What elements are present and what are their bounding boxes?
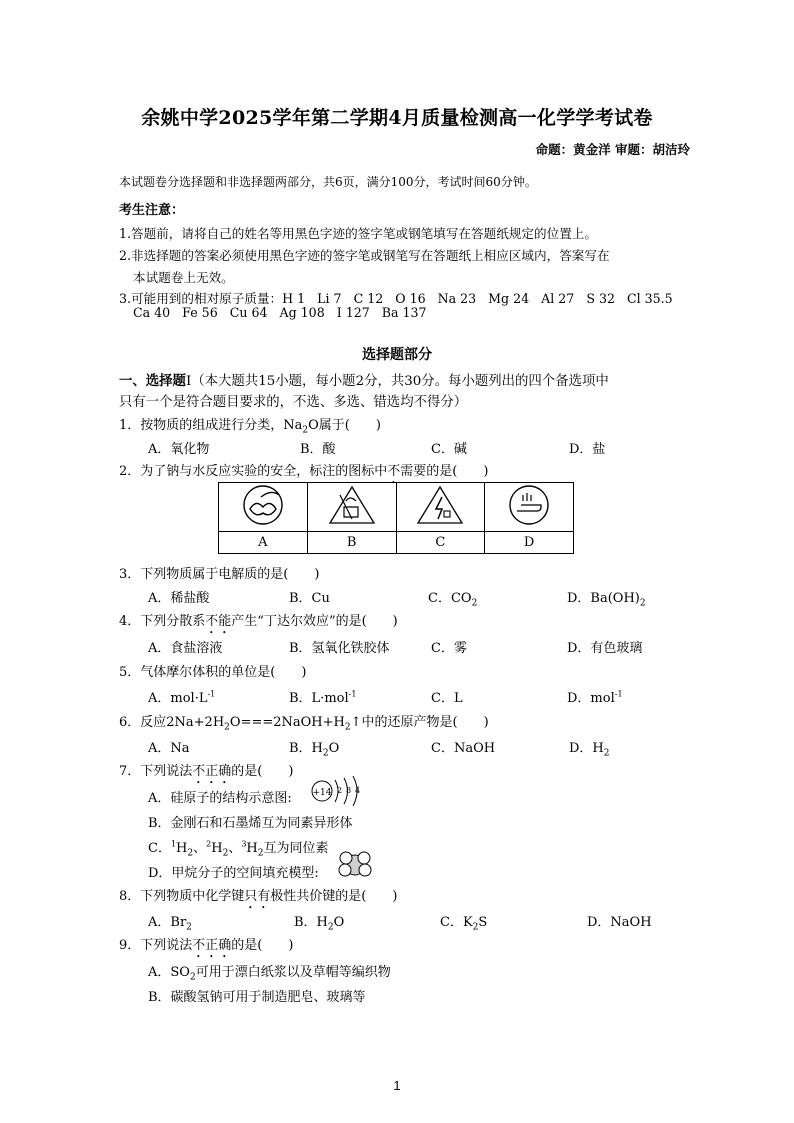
electric-hazard-icon: [410, 483, 470, 527]
q8-option-b[interactable]: B．$H_2O$: [294, 915, 345, 933]
intro-text: 本试题卷分选择题和非选择题两部分，共6页，满分100分，考试时间60分钟。: [119, 175, 537, 189]
question-5-stem: 5．气体摩尔体积的单位是( ): [119, 665, 307, 680]
icon-label-d: D: [485, 532, 574, 554]
notice-heading: 考生注意：: [119, 203, 185, 218]
wash-hands-icon: [499, 483, 559, 527]
shell-1-count: 2: [337, 786, 343, 795]
q4-option-d[interactable]: D．有色玻璃: [567, 641, 643, 656]
section-title: 选择题部分: [362, 347, 432, 363]
question-6-stem: 6．反应$2Na+2H_2O===2NaOH+H_2↑$中的还原产物是( ): [119, 715, 489, 733]
q5-option-b[interactable]: B．L·mol$^{-1}$: [289, 689, 357, 706]
q3-option-a[interactable]: A．稀盐酸: [148, 591, 210, 606]
q8-option-c[interactable]: C．$K_2S$: [440, 915, 488, 933]
q3-option-d[interactable]: D．$Ba(OH)_2$: [567, 591, 646, 609]
notice-item-1: 1.答题前，请将自己的姓名等用黑色字迹的签字笔或钢笔填写在答题纸规定的位置上。: [119, 226, 597, 241]
q6-option-a[interactable]: A．Na: [148, 741, 190, 756]
q1-option-a[interactable]: A．氧化物: [148, 442, 210, 457]
page-title: 余姚中学2025学年第二学期4月质量检测高一化学学考试卷: [141, 107, 653, 129]
hot-surface-icon: [233, 483, 293, 527]
q7-option-b[interactable]: B．金刚石和石墨烯互为同素异形体: [148, 816, 353, 831]
question-1-stem: 1．按物质的组成进行分类，$Na_2O$属于( ): [119, 418, 381, 436]
q9-option-a[interactable]: A．$SO_2$可用于漂白纸浆以及草帽等编织物: [148, 965, 391, 983]
question-7-stem: 7．下列说法不正确的是( ): [119, 764, 294, 779]
q5-option-d[interactable]: D．mol$^{-1}$: [567, 689, 623, 706]
notice-item-2-cont: 本试题卷上无效。: [133, 270, 234, 285]
page-number: 1: [393, 1078, 401, 1093]
question-3-stem: 3．下列物质属于电解质的是( ): [119, 567, 320, 582]
q7-option-a[interactable]: A．硅原子的结构示意图:: [148, 791, 292, 806]
q9-option-b[interactable]: B．碳酸氢钠可用于制造肥皂、玻璃等: [148, 990, 366, 1005]
q4-option-a[interactable]: A．食盐溶液: [148, 641, 223, 656]
safety-icons-table: [218, 482, 574, 554]
flammable-hand-icon: [322, 483, 382, 527]
q1-option-c[interactable]: C．碱: [431, 442, 467, 457]
icon-cell-c[interactable]: [396, 483, 485, 532]
q7-option-d[interactable]: D．甲烷分子的空间填充模型:: [148, 866, 319, 881]
q4-option-b[interactable]: B．氢氧化铁胶体: [289, 641, 390, 656]
q6-option-d[interactable]: D．$H_2$: [569, 741, 610, 759]
q3-option-c[interactable]: C．$CO_2$: [428, 591, 478, 609]
silicon-atom-diagram: [310, 776, 366, 806]
nucleus-label: +14: [312, 788, 332, 798]
icon-cell-d[interactable]: [485, 483, 574, 532]
icon-label-a: A: [219, 532, 308, 554]
methane-model-icon: [337, 848, 373, 878]
shell-3-count: 4: [355, 786, 361, 795]
q7-option-c[interactable]: C．$^1H_2$、$^2H_2$、$^3H_2$互为同位素: [148, 839, 329, 859]
question-8-stem: 8．下列物质中化学键只有极性共价键的是( ): [119, 889, 398, 904]
notice-item-3: 3.可能用到的相对原子质量：H 1 Li 7 C 12 O 16 Na 23 Mg 24 Al 27 S 32 Cl 35.5: [119, 291, 673, 306]
authors-line: 命题：黄金洋 审题：胡洁玲: [535, 142, 690, 157]
icon-cell-a[interactable]: [219, 483, 308, 532]
part-heading: [119, 370, 609, 389]
q8-option-d[interactable]: D．NaOH: [587, 915, 652, 930]
q5-option-a[interactable]: A．$mol\cdot L^{-1}$: [148, 689, 216, 706]
icon-cell-b[interactable]: [307, 483, 396, 532]
question-2-stem: 2．为了钠与水反应实验的安全，标注的图标中不需要的是( ): [119, 464, 489, 479]
question-4-stem: 4．下列分散系不能产生“丁达尔效应”的是( ): [119, 614, 398, 629]
notice-item-3-cont: Ca 40 Fe 56 Cu 64 Ag 108 I 127 Ba 137: [133, 305, 427, 320]
q5-option-c[interactable]: C．L: [431, 691, 463, 706]
shell-2-count: 8: [346, 786, 352, 795]
part-label: 一、选择题: [119, 373, 186, 389]
icon-label-c: C: [396, 532, 485, 554]
q8-option-a[interactable]: A．$Br_2$: [148, 915, 192, 933]
q4-option-c[interactable]: C．雾: [431, 641, 467, 656]
question-9-stem: 9．下列说法不正确的是( ): [119, 938, 294, 953]
q3-option-b[interactable]: B．Cu: [289, 591, 330, 606]
q1-option-d[interactable]: D．盐: [569, 442, 606, 457]
q6-option-c[interactable]: C．NaOH: [431, 741, 496, 756]
part-desc: Ⅰ（本大题共15小题，每小题2分，共30分。每小题列出的四个备选项中: [185, 374, 609, 389]
icon-label-b: B: [307, 532, 396, 554]
q6-option-b[interactable]: B．$H_2O$: [289, 741, 340, 759]
q1-option-b[interactable]: B．酸: [300, 442, 336, 457]
part-desc-2: 只有一个是符合题目要求的，不选、多选、错选均不得分）: [119, 395, 468, 410]
notice-item-2: 2.非选择题的答案必须使用黑色字迹的签字笔或钢笔写在答题纸上相应区域内，答案写在: [119, 248, 610, 263]
